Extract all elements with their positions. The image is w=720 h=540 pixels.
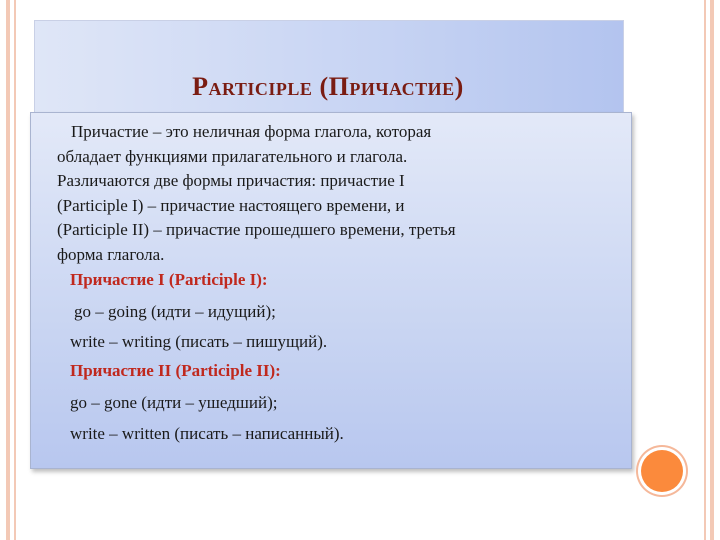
- participle-2-example: go – gone (идти – ушедший);: [70, 393, 278, 412]
- definition-paragraph: [57, 120, 617, 267]
- definition-line: обладает функциями прилагательного и глагола.: [57, 146, 408, 166]
- definition-line: форма глагола.: [57, 244, 165, 264]
- title-part-english: Participle (: [192, 72, 329, 101]
- participle-1-example: go – going (идти – идущий);: [74, 302, 276, 321]
- left-border-stripe-thin: [14, 0, 16, 540]
- participle-2-heading: Причастие II (Participle II):: [70, 361, 281, 380]
- slide-title: [34, 72, 622, 102]
- definition-line: Различаются две формы причастия: причастие I: [57, 171, 405, 190]
- participle-1-heading: Причастие I (Participle I):: [70, 270, 268, 289]
- decorative-circle: [641, 450, 683, 492]
- definition-line: (Participle I) – причастие настоящего времени, и: [57, 195, 405, 215]
- title-part-russian: Причастие): [328, 72, 464, 101]
- right-border-stripe-thin: [704, 0, 706, 540]
- participle-2-example: write – written (писать – написанный).: [70, 424, 344, 443]
- definition-line: (Participle II) – причастие прошедшего времени, третья: [57, 220, 456, 239]
- definition-line: Причастие – это неличная форма глагола, которая: [71, 122, 432, 141]
- left-border-stripe: [6, 0, 10, 540]
- participle-1-example: write – writing (писать – пишущий).: [70, 332, 328, 351]
- right-border-stripe: [710, 0, 714, 540]
